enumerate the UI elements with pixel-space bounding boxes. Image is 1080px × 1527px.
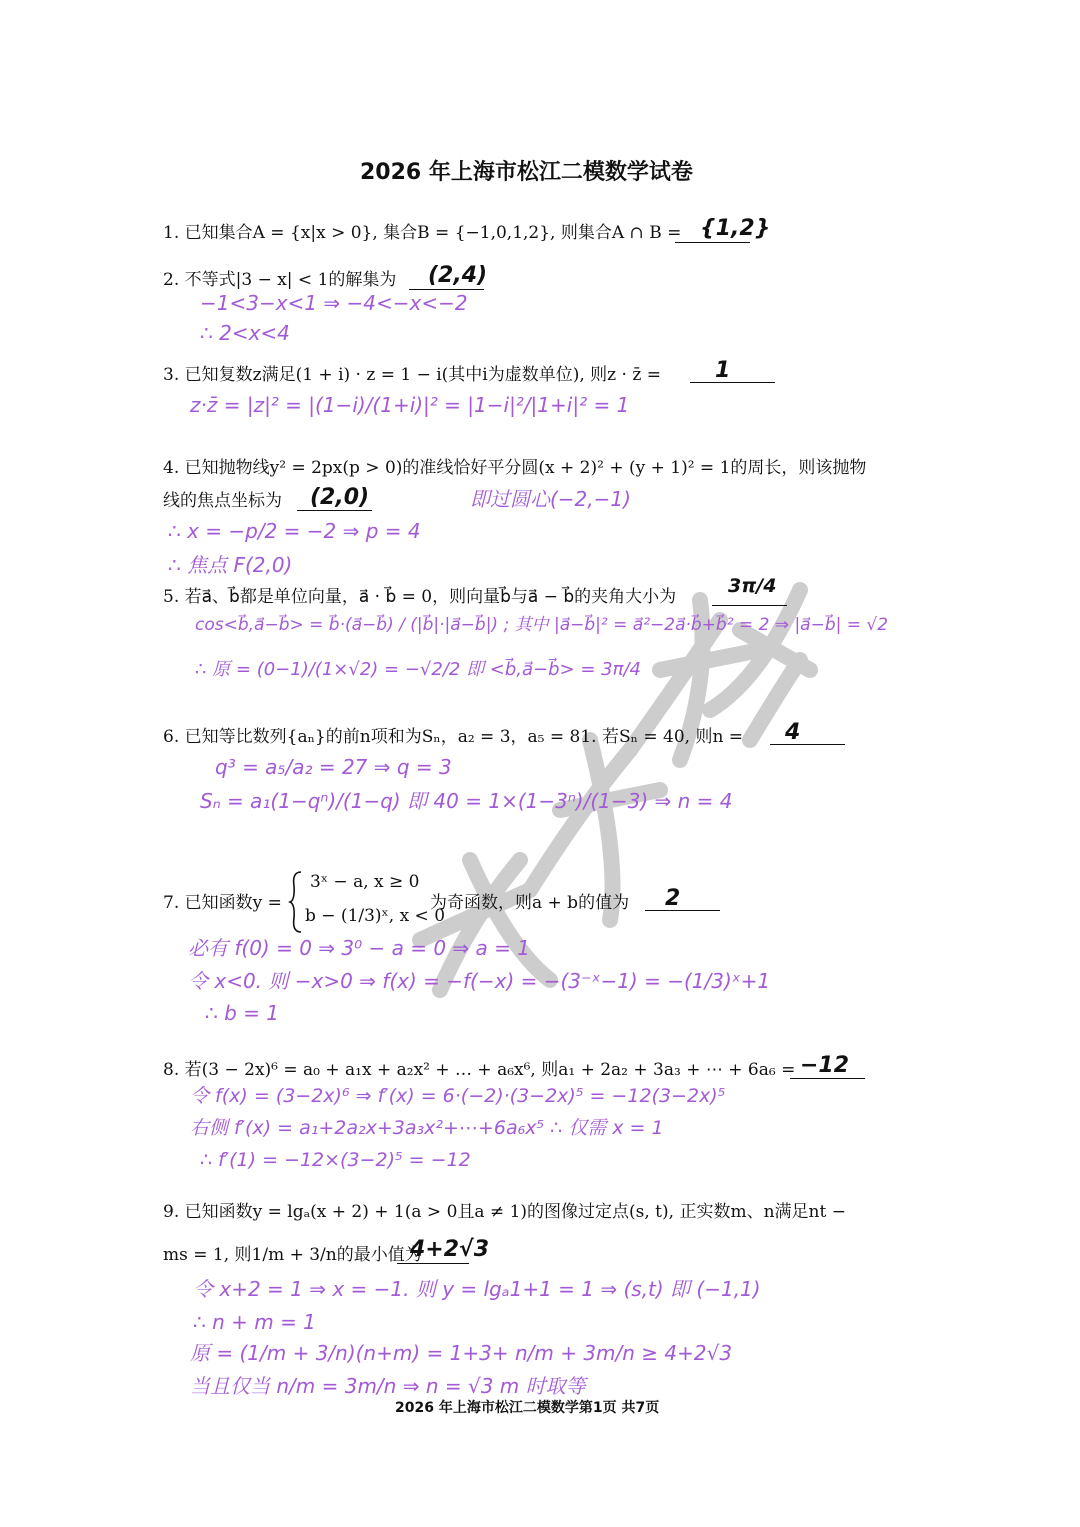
question-7-text: 7. 已知函数y = (163, 893, 282, 913)
answer-blank-8 (790, 1078, 865, 1079)
question-6-answer: 4 (785, 720, 801, 745)
question-9-text-cont: ms = 1, 则1/m + 3/n的最小值为 (163, 1245, 422, 1265)
question-4-work-line-2: ∴ 焦点 F(2,0) (168, 553, 293, 577)
question-3-text: 3. 已知复数z满足(1 + i) · z = 1 − i(其中i为虚数单位), 则z · z̄ = (163, 365, 661, 385)
question-6-text: 6. 已知等比数列{aₙ}的前n项和为Sₙ，a₂ = 3，a₅ = 81. 若Sₙ = 40, 则n = (163, 727, 744, 747)
question-8-text: 8. 若(3 − 2x)⁶ = a₀ + a₁x + a₂x² + … + a₆x⁶, 则a₁ + 2a₂ + 3a₃ + ⋯ + 6a₆ = (163, 1060, 796, 1080)
question-2-work-line-2: ∴ 2<x<4 (200, 321, 290, 345)
question-6-work-line-2: Sₙ = a₁(1−qⁿ)/(1−q) 即 40 = 1×(1−3ⁿ)/(1−3) ⇒ n = 4 (200, 789, 733, 813)
question-7-case-2: b − (1/3)ˣ, x < 0 (305, 906, 446, 926)
question-5-work-line-1: cos<b⃗,a⃗−b⃗> = b⃗·(a⃗−b⃗) / (|b⃗|·|a⃗−b⃗|) ; 其中 |a⃗−b⃗|² = a⃗²−2a⃗·b⃗+b⃗² = 2 ⇒ |a⃗−b⃗| = √2 (195, 615, 889, 635)
question-7-work-line-1: 必有 f(0) = 0 ⇒ 3⁰ − a = 0 ⇒ a = 1 (188, 936, 530, 960)
answer-blank-5 (712, 605, 787, 606)
question-7-text-cont: 为奇函数，则a + b的值为 (430, 893, 630, 913)
page-title: 2026 年上海市松江二模数学试卷 (360, 160, 693, 185)
question-9-work-line-1: 令 x+2 = 1 ⇒ x = −1. 则 y = lgₐ1+1 = 1 ⇒ (s,t) 即 (−1,1) (193, 1277, 761, 1301)
question-5-work-line-2: ∴ 原 = (0−1)/(1×√2) = −√2/2 即 <b⃗,a⃗−b⃗> = 3π/4 (195, 659, 641, 680)
answer-blank-4 (297, 510, 372, 511)
answer-blank-6 (770, 744, 845, 745)
question-9-work-line-4: 当且仅当 n/m = 3m/n ⇒ n = √3 m 时取等 (190, 1374, 586, 1398)
question-4-work-note: 即过圆心(−2,−1) (470, 487, 631, 511)
question-4-text: 4. 已知抛物线y² = 2px(p > 0)的准线恰好平分圆(x + 2)² + (y + 1)² = 1的周长，则该抛物 (163, 458, 867, 478)
answer-blank-1 (675, 242, 750, 243)
question-2-text: 2. 不等式|3 − x| < 1的解集为 (163, 270, 397, 290)
question-4-text-cont: 线的焦点坐标为 (163, 491, 282, 511)
question-1-answer: {1,2} (700, 216, 771, 241)
answer-blank-7 (645, 910, 720, 911)
answer-blank-3 (690, 382, 775, 383)
question-4-work-line-1: ∴ x = −p/2 = −2 ⇒ p = 4 (168, 519, 421, 543)
question-9-work-line-2: ∴ n + m = 1 (193, 1310, 316, 1334)
question-9-text: 9. 已知函数y = lgₐ(x + 2) + 1(a > 0且a ≠ 1)的图像过定点(s, t), 正实数m、n满足nt − (163, 1202, 846, 1222)
question-7-case-1: 3ˣ − a, x ≥ 0 (310, 872, 420, 892)
question-3-answer: 1 (715, 358, 731, 383)
question-2-answer: (2,4) (428, 263, 488, 288)
question-8-work-line-2: 右侧 f′(x) = a₁+2a₂x+3a₃x²+⋯+6a₆x⁵ ∴ 仅需 x = 1 (190, 1117, 664, 1139)
page-footer: 2026 年上海市松江二模数学第1页 共7页 (395, 1400, 660, 1416)
answer-blank-9 (397, 1263, 469, 1264)
question-7-work-line-2: 令 x<0. 则 −x>0 ⇒ f(x) = −f(−x) = −(3⁻ˣ−1) = −(1/3)ˣ+1 (188, 969, 771, 993)
question-3-work-line-1: z·z̄ = |z|² = |(1−i)/(1+i)|² = |1−i|²/|1+i|² = 1 (190, 393, 630, 417)
piecewise-brace (288, 870, 304, 934)
question-2-work-line-1: −1<3−x<1 ⇒ −4<−x<−2 (200, 291, 468, 315)
answer-blank-2 (409, 289, 484, 290)
question-4-answer: (2,0) (310, 485, 370, 510)
question-5-answer: 3π/4 (728, 575, 777, 597)
question-9-work-line-3: 原 = (1/m + 3/n)(n+m) = 1+3+ n/m + 3m/n ≥ 4+2√3 (190, 1341, 733, 1365)
question-7-work-line-3: ∴ b = 1 (205, 1001, 279, 1025)
question-6-work-line-1: q³ = a₅/a₂ = 27 ⇒ q = 3 (215, 755, 452, 779)
question-1-text: 1. 已知集合A = {x|x > 0}, 集合B = {−1,0,1,2}, 则集合A ∩ B = (163, 223, 682, 243)
question-8-work-line-3: ∴ f′(1) = −12×(3−2)⁵ = −12 (200, 1149, 471, 1171)
question-7-answer: 2 (665, 886, 681, 911)
question-8-answer: −12 (800, 1053, 850, 1078)
question-5-text: 5. 若a⃗、b⃗都是单位向量，a⃗ · b⃗ = 0，则向量b⃗与a⃗ − b⃗的夹角大小为 (163, 587, 677, 607)
question-9-answer: 4+2√3 (410, 1237, 490, 1262)
question-8-work-line-1: 令 f(x) = (3−2x)⁶ ⇒ f′(x) = 6·(−2)·(3−2x)⁵ = −12(3−2x)⁵ (190, 1085, 726, 1107)
